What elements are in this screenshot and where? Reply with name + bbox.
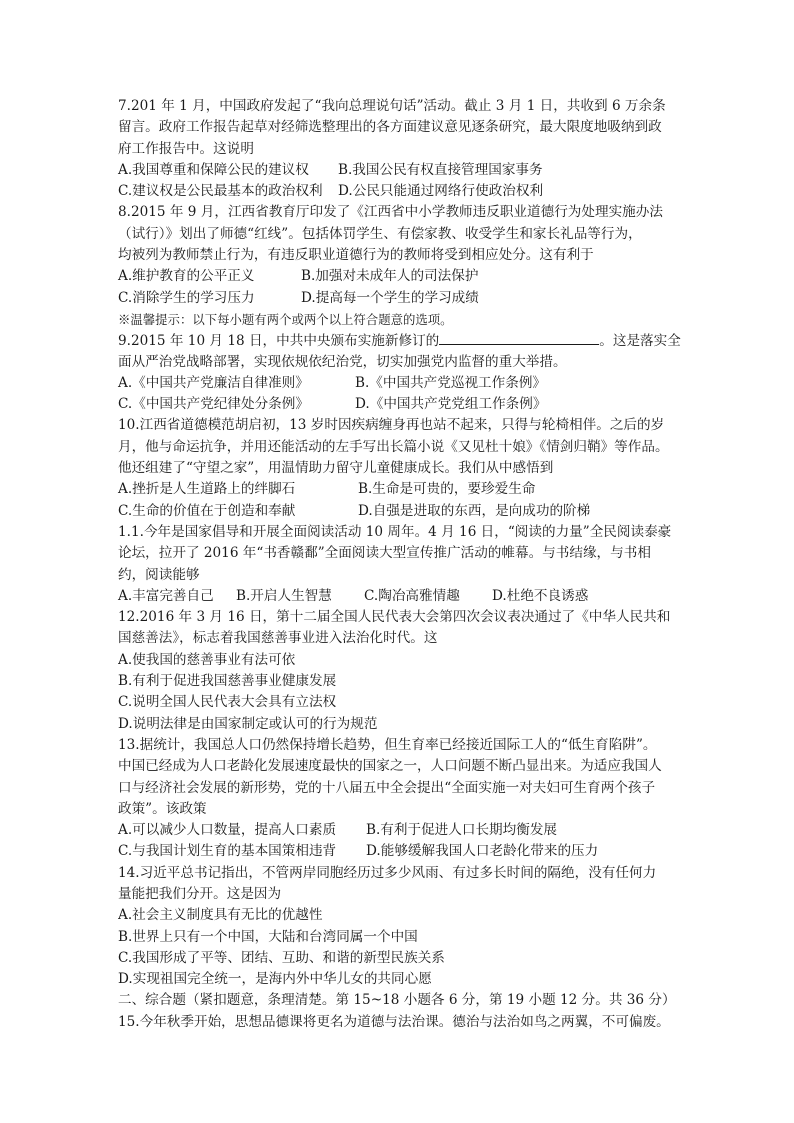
option-d: D.能够缓解我国人口老龄化带来的压力 (366, 843, 599, 860)
question-text: 量能把我们分开。这是因为 (118, 885, 282, 902)
question-8 (118, 202, 682, 308)
option-c: C.陶冶高雅情趣 (364, 587, 460, 604)
question-text: 口与经济社会发展的新形势，党的十八届五中全会提出“全面实施一对夫妇可生育两个孩子 (118, 779, 656, 796)
option-b: B.有利于促进我国慈善事业健康发展 (118, 673, 337, 690)
section-heading: 二、综合题（紧扣题意，条理清楚。第 15~18 小题各 6 分，第 19 小题 12 分。共 36 分） (118, 992, 676, 1009)
question-text: 7.201 年 1 月，中国政府发起了“我向总理说句话”活动。截止 3 月 1 日，共收到 6 万余条 (118, 98, 666, 114)
question-text-start: 9.2015 年 10 月 18 日，中共中央颁布实施新修订的 (118, 333, 440, 350)
option-row (118, 266, 682, 287)
question-text: （试行）》划出了师德“红线”。包括体罚学生、有偿家教、收受学生和家长礼品等行为， (118, 225, 642, 242)
option-row (118, 373, 682, 394)
question-15-text: 15.今年秋季开始，思想品德课将更名为道德与法治课。德治与法治如鸟之两翼，不可偏废。 (118, 1013, 670, 1030)
option-c: C.建议权是公民最基本的政治权利 (118, 183, 323, 200)
question-text: 面从严治党战略部署，实现依规依纪治党，切实加强党内监督的重大举措。 (118, 353, 567, 370)
option-row (118, 394, 682, 415)
question-text (118, 330, 682, 351)
option-row (118, 288, 682, 309)
option-c: C.《中国共产党纪律处分条例》 (118, 396, 309, 413)
option-b: B.世界上只有一个中国，大陆和台湾同属一个中国 (118, 928, 418, 945)
question-13 (118, 735, 682, 863)
option-c: C.生命的价值在于创造和奉献 (118, 502, 296, 519)
question-14 (118, 863, 682, 991)
option-d: D.提高每一个学生的学习成绩 (301, 289, 479, 306)
exam-page (118, 96, 682, 1033)
question-9 (118, 330, 682, 415)
question-text: 均被列为教师禁止行为，有违反职业道德行为的教师将受到相应处分。这有利于 (118, 247, 594, 264)
question-text: 14.习近平总书记指出，不管两岸同胞经历过多少风雨、有过多长时间的隔绝，没有任何力 (118, 864, 657, 881)
question-12 (118, 607, 682, 735)
question-text: 留言。政府工作报告起草对经筛选整理出的各方面建议意见逐条研究，最大限度地吸纳到政 (118, 119, 662, 136)
option-c: C.消除学生的学习压力 (118, 289, 255, 306)
option-row (118, 841, 682, 862)
answer-blank (439, 330, 599, 345)
tip-text: ※温馨提示：以下每小题有两个或两个以上符合题意的选项。 (118, 311, 453, 327)
option-d: D.公民只能通过网络行使政治权利 (338, 183, 544, 200)
option-b: B.开启人生智慧 (236, 587, 332, 604)
question-text: 月，他与命运抗争，并用还能活动的左手写出长篇小说《又见杜十娘》《情剑归鞘》等作品。 (118, 438, 669, 455)
option-a: A.我国尊重和保障公民的建议权 (118, 161, 309, 178)
option-d: D.说明法律是由国家制定或认可的行为规范 (118, 715, 378, 732)
option-row (118, 479, 682, 500)
question-text: 10.江西省道德模范胡启初，13 岁时因疾病缠身再也站不起来，只得与轮椅相伴。之后的岁 (118, 417, 665, 434)
option-row (118, 160, 682, 181)
question-text: 1.1.今年是国家倡导和开展全面阅读活动 10 周年。4 月 16 日，“阅读的力量”全民阅读泰豪 (118, 523, 672, 540)
option-c: C.与我国计划生育的基本国策相违背 (118, 843, 337, 860)
option-row (118, 586, 682, 607)
option-b: B.我国公民有权直接管理国家事务 (338, 161, 543, 178)
option-d: D.杜绝不良诱惑 (492, 587, 589, 604)
option-a: A.社会主义制度具有无比的优越性 (118, 907, 323, 924)
option-row (118, 820, 682, 841)
question-7 (118, 96, 682, 202)
question-text: 约，阅读能够 (118, 566, 200, 583)
question-text: 他还组建了“守望之家”，用温情助力留守儿童健康成长。我们从中感悟到 (118, 460, 554, 477)
option-d: D.实现祖国完全统一，是海内外中华儿女的共同心愿 (118, 971, 432, 988)
option-d: D.《中国共产党党组工作条例》 (355, 396, 547, 413)
option-row (118, 501, 682, 522)
option-row (118, 181, 682, 202)
option-a: A.可以减少人口数量，提高人口素质 (118, 822, 337, 839)
question-10 (118, 415, 682, 521)
option-a: A.丰富完善自己 (118, 587, 214, 604)
option-a: A.使我国的慈善事业有法可依 (118, 651, 296, 668)
option-b: B.加强对未成年人的司法保护 (301, 268, 479, 285)
option-b: B.有利于促进人口长期均衡发展 (366, 822, 558, 839)
question-text: 政策”。该政策 (118, 800, 207, 817)
question-text-end: 。这是落实全 (599, 333, 681, 350)
question-text: 12.2016 年 3 月 16 日，第十二届全国人民代表大会第四次会议表决通过了《中华人民共和 (118, 609, 671, 626)
option-a: A.挫折是人生道路上的绊脚石 (118, 481, 296, 498)
option-d: D.自强是进取的东西，是向成功的阶梯 (358, 502, 591, 519)
question-text: 国慈善法》，标志着我国慈善事业进入法治化时代。这 (118, 630, 438, 647)
option-c: C.我国形成了平等、团结、互助、和谐的新型民族关系 (118, 949, 445, 966)
option-c: C.说明全国人民代表大会具有立法权 (118, 694, 337, 711)
question-text: 论坛，拉开了 2016 年“书香赣鄱”全面阅读大型宣传推广活动的帷幕。与书结缘，与书相 (118, 545, 651, 562)
option-b: B.《中国共产党巡视工作条例》 (355, 374, 547, 391)
option-a: A.《中国共产党廉洁自律准则》 (118, 374, 309, 391)
question-11 (118, 522, 682, 607)
question-text: 中国已经成为人口老龄化发展速度最快的国家之一，人口问题不断凸显出来。为适应我国人 (118, 758, 662, 775)
option-b: B.生命是可贵的，要珍爱生命 (358, 481, 536, 498)
option-a: A.维护教育的公平正义 (118, 268, 255, 285)
question-text: 8.2015 年 9 月，江西省教育厅印发了《江西省中小学教师违反职业道德行为处理实施办法 (118, 204, 663, 221)
question-text: 府工作报告中。这说明 (118, 140, 254, 157)
question-text: 13.据统计，我国总人口仍然保持增长趋势，但生育率已经接近国际工人的“低生育陷阱”。 (118, 736, 657, 753)
